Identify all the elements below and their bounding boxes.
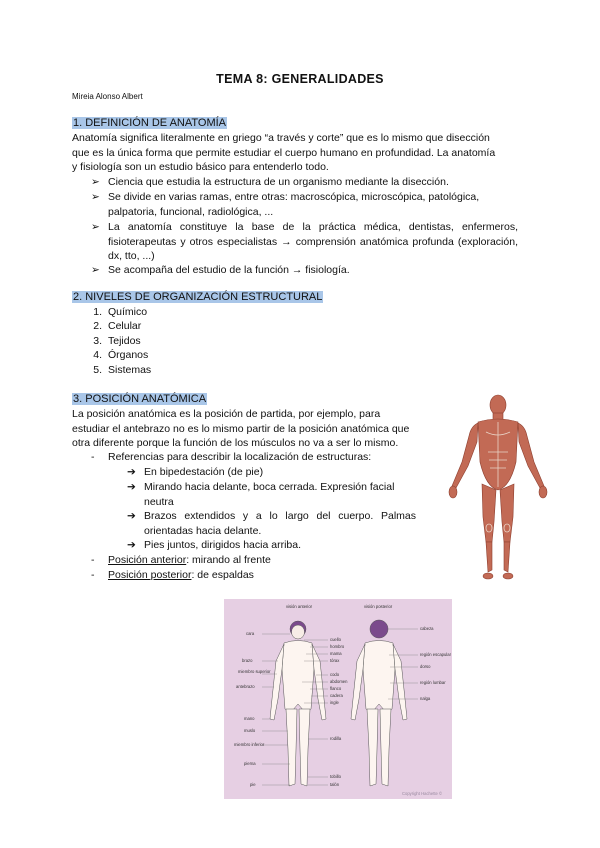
label-left: mano [244,716,255,721]
list-item: 1. Químico [93,306,148,318]
dash-item: - Posición posterior: de espaldas [91,569,254,581]
document-title: TEMA 8: GENERALIDADES [216,72,384,86]
dash-item: - Referencias para describir la localización de estructuras: [91,451,372,463]
anatomical-position-diagram [224,599,452,799]
diagram-title-anterior: visión anterior [286,604,313,609]
label-left: antebrazo [236,684,255,689]
paragraph-line: que es la única forma que permite estudiar el cuerpo humano en profundidad. La anatomía [72,146,496,159]
arrow-marker-icon: ➔ [127,539,136,551]
bullet-item: ➢ La anatomía constituye la base de la práctica médica, dentistas, enfermeros, fisioterapeutas y otros especialistas → comprensión anatómica profunda (exploración, dx, tto, ...) [91,221,518,263]
paragraph-line: otra diferente porque la función de los músculos no va a ser lo mismo. [72,437,399,450]
bullet-marker-icon: ➢ [91,221,100,233]
arrow-item: ➔ En bipedestación (de pie) [127,466,264,478]
section-2-heading: 2. NIVELES DE ORGANIZACIÓN ESTRUCTURAL [73,291,323,303]
label-center: rodilla [330,736,342,741]
label-left: miembro inferior [234,742,265,747]
label-center: abdomen [330,679,348,684]
label-center: talón [330,782,340,787]
label-right: dorso [420,664,431,669]
list-item: 5. Sistemas [93,364,152,376]
dash-marker: - [91,451,95,463]
label-center: codo [330,672,340,677]
list-item: 3. Tejidos [93,335,141,347]
label-left: miembro superior [238,669,271,674]
paragraph-line: Anatomía significa literalmente en griego “a través y corte” que es lo mismo que disección [72,132,490,144]
author-name: Mireia Alonso Albert [72,92,143,101]
label-center: hombro [330,644,345,649]
muscle-figure-image [438,392,558,584]
label-right: región escapular [420,652,451,657]
diagram-title-posterior: visión posterior [364,604,393,609]
label-left: pierna [244,761,256,766]
posterior-label: Posición posterior [108,569,192,581]
dash-marker: - [91,554,95,566]
section-1-paragraph [72,131,516,175]
label-center: cadera [330,693,343,698]
arrow-marker-icon: ➔ [127,510,136,522]
bullet-item: ➢ Ciencia que estudia la estructura de un organismo mediante la disección. [91,176,449,188]
arrow-item: ➔ Mirando hacia delante, boca cerrada. Expresión facial neutra [127,481,395,508]
arrow-item: ➔ Pies juntos, dirigidos hacia arriba. [127,539,301,551]
label-center: cuello [330,637,341,642]
diagram-watermark: Copyright Hachette © [402,791,443,796]
section-3-paragraph [72,407,410,451]
arrow-marker-icon: ➔ [127,481,136,493]
paragraph-line: y fisiología son un estudio básico para entenderlo todo. [72,161,329,174]
label-left: muslo [244,728,256,733]
label-right: cabeza [420,626,434,631]
label-right: nalga [420,696,431,701]
arrow-marker-icon: ➔ [127,466,136,478]
label-center: tórax [330,658,340,663]
list-item: 4. Órganos [93,349,149,361]
anterior-label: Posición anterior [108,554,187,566]
paragraph-line: estudiar el antebrazo no es lo mismo partir de la posición anatómica que [72,422,410,435]
section-3-heading: 3. POSICIÓN ANATÓMICA [73,393,207,405]
bullet-item: ➢ Se acompaña del estudio de la función → fisiología. [91,264,350,276]
label-center: flanco [330,686,342,691]
bullet-marker-icon: ➢ [91,264,100,276]
dash-marker: - [91,569,95,581]
label-left: cara [246,631,255,636]
bullet-marker-icon: ➢ [91,191,100,203]
list-item: 2. Celular [93,320,142,332]
paragraph-line: La posición anatómica es la posición de partida, por ejemplo, para [72,408,381,420]
label-center: tobillo [330,774,341,779]
label-left: brazo [242,658,253,663]
label-left: pie [250,782,256,787]
label-center: mama [330,651,342,656]
label-right: región lumbar [420,680,446,685]
dash-item: - Posición anterior: mirando al frente [91,554,271,566]
label-center: ingle [330,700,339,705]
section-1-heading: 1. DEFINICIÓN DE ANATOMÍA [73,117,227,129]
arrow-item: ➔ Brazos extendidos y a lo largo del cuerpo. Palmas orientadas hacia delante. [127,510,416,537]
bullet-item: ➢ Se divide en varias ramas, entre otras: macroscópica, microscópica, patológica, palpatoria, funcional, radiológica, ... [91,191,480,218]
bullet-marker-icon: ➢ [91,176,100,188]
